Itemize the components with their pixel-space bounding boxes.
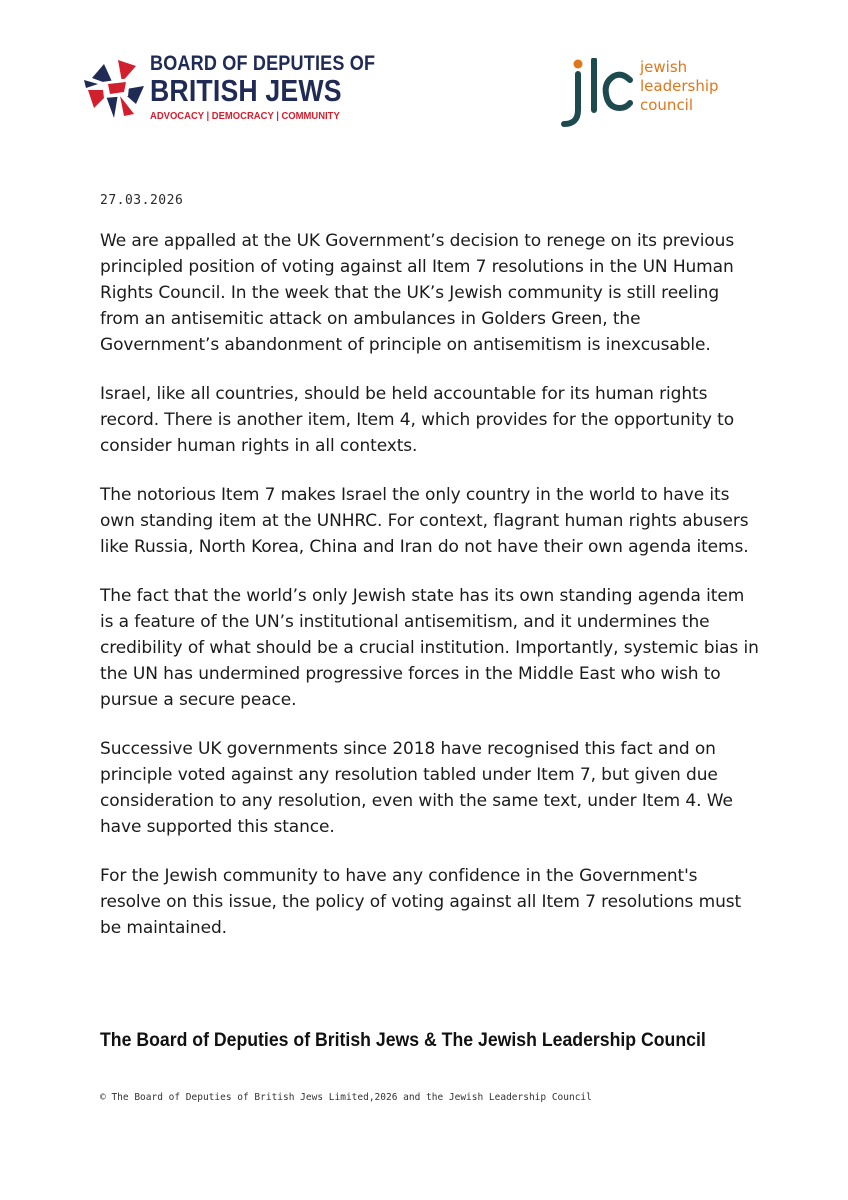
paragraph-6: For the Jewish community to have any confidence in the Government's resolve on this issue, the policy of voting against all Item 7 resolutions must be maintained. [100,866,742,938]
jlc-word-council: council [640,96,694,114]
union-flag-star-icon [84,56,148,120]
jlc-word-jewish: jewish [640,58,688,76]
copyright-notice: © The Board of Deputies of British Jews Limited,2026 and the Jewish Leadership Council [100,1092,592,1103]
paragraph-4: The fact that the world’s only Jewish state has its own standing agenda item is a feature of the UN’s institutional antisemitism, and it undermines the credibility of what should be a crucial institution. Importantly, systemic bias in the UN has undermined progressive forces in the Middle East who wish to pursue a secure peace. [100,586,759,710]
paragraph-2: Israel, like all countries, should be held accountable for its human rights record. There is another item, Item 4, which provides for the opportunity to consider human rights in all contexts. [100,384,735,456]
jewish-leadership-council-logo [556,58,756,130]
jlc-word-leadership: leadership [640,77,719,95]
statement-body [100,228,760,964]
statement-signature: The Board of Deputies of British Jews & The Jewish Leadership Council [100,1030,706,1051]
paragraph-1: We are appalled at the UK Government’s decision to renege on its previous principled position of voting against all Item 7 resolutions in the UN Human Rights Council. In the week that the UK’s Jewish community is still reeling from an antisemitic attack on ambulances in Golders Green, the Government’s abandonment of principle on antisemitism is inexcusable. [100,231,735,355]
board-of-deputies-logo [84,52,376,124]
logo-title-line2: BRITISH JEWS [150,73,342,108]
logo-title-line1: BOARD OF DEPUTIES OF [150,52,376,75]
jlc-logo-mark [556,58,636,128]
statement-date: 27.03.2026 [100,193,184,208]
paragraph-3: The notorious Item 7 makes Israel the only country in the world to have its own standing item at the UNHRC. For context, flagrant human rights abusers like Russia, North Korea, China and Iran do not have their own agenda items. [100,485,749,557]
logo-tagline: ADVOCACY | DEMOCRACY | COMMUNITY [150,110,340,122]
paragraph-5: Successive UK governments since 2018 have recognised this fact and on principle voted against any resolution tabled under Item 7, but given due consideration to any resolution, even with the same text, under Item 4. We have supported this stance. [100,739,733,837]
